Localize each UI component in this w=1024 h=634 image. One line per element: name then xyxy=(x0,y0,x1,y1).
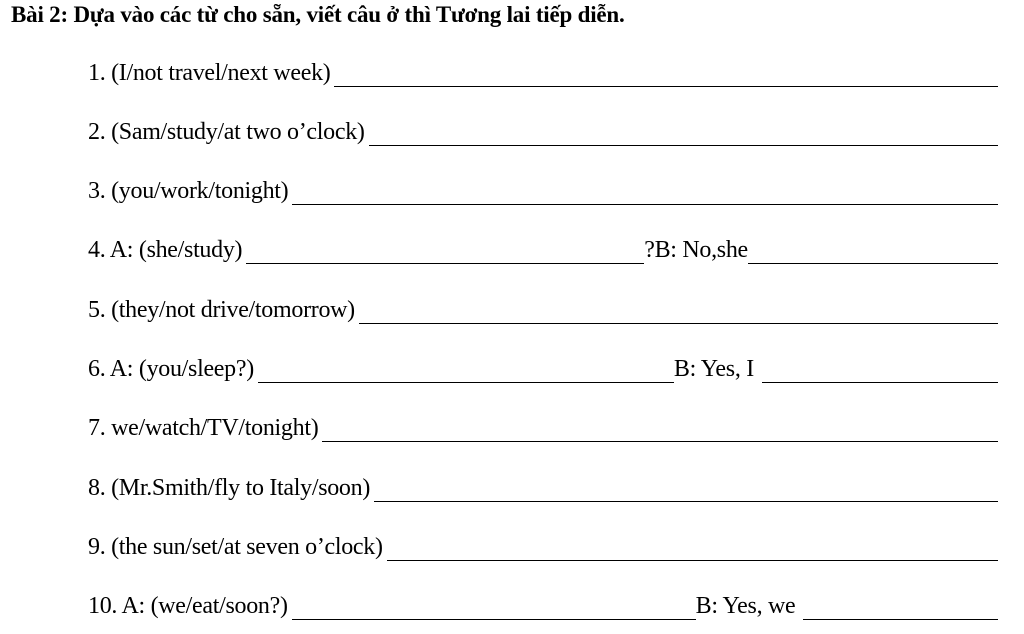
exercise-item-7 xyxy=(88,404,998,444)
reply-blank[interactable] xyxy=(748,237,998,264)
reply-blank[interactable] xyxy=(762,356,998,383)
exercise-prompt: 6. A: (you/sleep?) xyxy=(88,356,254,382)
exercise-prompt: 7. we/watch/TV/tonight) xyxy=(88,415,319,441)
exercise-item-5 xyxy=(88,286,998,326)
exercise-item-8 xyxy=(88,464,998,504)
exercise-reply: ?B: No,she xyxy=(644,237,748,263)
answer-blank[interactable] xyxy=(369,119,998,146)
exercise-item-10 xyxy=(88,582,998,622)
answer-blank[interactable] xyxy=(359,297,998,324)
exercise-title: Bài 2: Dựa vào các từ cho sẵn, viết câu ở thì Tương lai tiếp diễn. xyxy=(11,2,625,27)
exercise-item-2 xyxy=(88,108,998,148)
exercise-item-3 xyxy=(88,167,998,207)
answer-blank[interactable] xyxy=(292,178,998,205)
exercise-prompt: 9. (the sun/set/at seven o’clock) xyxy=(88,534,383,560)
answer-blank[interactable] xyxy=(292,593,696,620)
exercise-prompt: 5. (they/not drive/tomorrow) xyxy=(88,297,355,323)
exercise-prompt: 1. (I/not travel/next week) xyxy=(88,60,331,86)
exercise-prompt: 4. A: (she/study) xyxy=(88,237,243,263)
exercise-item-9 xyxy=(88,523,998,563)
exercise-list xyxy=(88,0,998,634)
exercise-reply: B: Yes, we xyxy=(695,593,796,619)
exercise-prompt: 2. (Sam/study/at two o’clock) xyxy=(88,119,365,145)
answer-blank[interactable] xyxy=(387,534,998,561)
exercise-prompt: 10. A: (we/eat/soon?) xyxy=(88,593,288,619)
reply-blank[interactable] xyxy=(803,593,998,620)
answer-blank[interactable] xyxy=(374,475,998,502)
exercise-reply: B: Yes, I xyxy=(673,356,754,382)
exercise-item-4 xyxy=(88,226,998,266)
exercise-item-1 xyxy=(88,49,998,89)
exercise-prompt: 8. (Mr.Smith/fly to Italy/soon) xyxy=(88,475,371,501)
exercise-prompt: 3. (you/work/tonight) xyxy=(88,178,289,204)
answer-blank[interactable] xyxy=(334,60,998,87)
answer-blank[interactable] xyxy=(322,415,998,442)
answer-blank[interactable] xyxy=(258,356,674,383)
exercise-item-6 xyxy=(88,345,998,385)
answer-blank[interactable] xyxy=(246,237,644,264)
